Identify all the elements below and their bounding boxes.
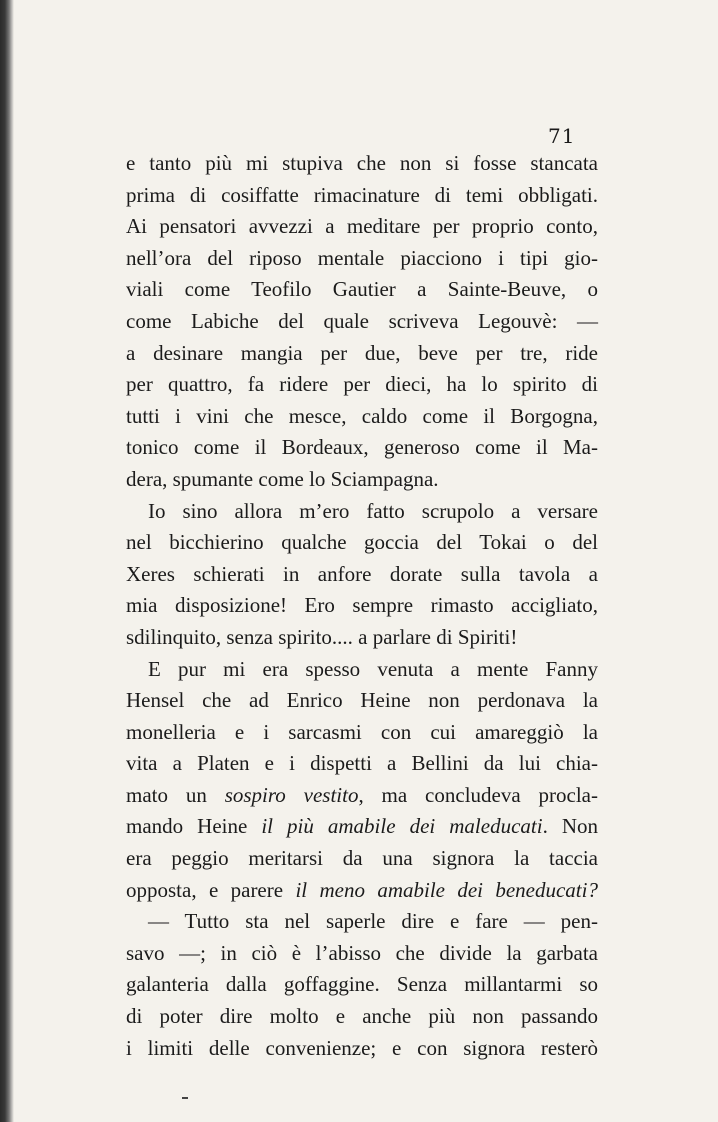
text-segment: nel bicchierino qualche goccia del Tokai o del xyxy=(126,530,598,555)
text-line xyxy=(126,243,598,275)
text-segment: Ai pensatori avvezzi a meditare per proprio conto, xyxy=(126,214,598,239)
text-segment: — Tutto sta nel saperle dire e fare — pen- xyxy=(148,909,598,934)
text-segment: e tanto più mi stupiva che non si fosse stancata xyxy=(126,151,598,175)
italic-phrase: il più amabile dei maleducati xyxy=(261,814,543,839)
text-line xyxy=(126,369,598,401)
text-line xyxy=(126,527,598,559)
text-segment: dera, spumante come lo Sciampagna. xyxy=(126,466,439,491)
text-segment: tutti i vini che mesce, caldo come il Borgogna, xyxy=(126,403,598,428)
text-line xyxy=(126,464,598,496)
text-line xyxy=(126,748,598,780)
text-line xyxy=(126,843,598,875)
text-line xyxy=(126,969,598,1001)
text-segment: come Labiche del quale scriveva Legouvè: — xyxy=(126,308,598,333)
text-line xyxy=(126,717,598,749)
text-line xyxy=(126,211,598,243)
text-segment: monelleria e i sarcasmi con cui amareggiò la xyxy=(126,719,598,744)
text-segment: i limiti delle convenienze; e con signora resterò xyxy=(126,1035,598,1060)
text-segment: E pur mi era spesso venuta a mente Fanny xyxy=(148,656,598,681)
text-segment: vita a Platen e i dispetti a Bellini da lui chia- xyxy=(126,751,598,776)
italic-phrase: sospiro vestito xyxy=(224,782,359,807)
text-segment: , ma concludeva procla- xyxy=(358,782,598,807)
text-segment: era peggio meritarsi da una signora la taccia xyxy=(126,846,598,871)
binding-edge-shadow xyxy=(0,0,14,1122)
text-line xyxy=(126,432,598,464)
text-segment: opposta, e parere xyxy=(126,877,296,902)
text-segment: Io sino allora m’ero fatto scrupolo a versare xyxy=(148,498,598,523)
text-line xyxy=(126,685,598,717)
page-number: 71 xyxy=(548,124,576,148)
text-line xyxy=(126,590,598,622)
text-line xyxy=(126,875,598,907)
text-segment: mando Heine xyxy=(126,814,262,839)
text-line xyxy=(126,1033,598,1065)
text-segment: di poter dire molto e anche più non passando xyxy=(126,1004,598,1029)
text-line xyxy=(126,938,598,970)
text-segment: mato un xyxy=(126,782,225,807)
text-segment: galanteria dalla goffaggine. Senza millantarmi so xyxy=(126,972,598,997)
text-line xyxy=(126,1001,598,1033)
text-segment: Xeres schierati in anfore dorate sulla tavola a xyxy=(126,561,598,586)
text-line xyxy=(126,338,598,370)
text-segment: nell’ora del riposo mentale piacciono i tipi gio- xyxy=(126,245,598,270)
text-segment: per quattro, fa ridere per dieci, ha lo spirito di xyxy=(126,372,598,397)
text-line xyxy=(126,401,598,433)
text-segment: a desinare mangia per due, beve per tre, ride xyxy=(126,340,598,365)
text-line xyxy=(126,306,598,338)
print-mark xyxy=(182,1097,188,1099)
text-segment: sdilinquito, senza spirito.... a parlare di Spiriti! xyxy=(126,624,518,649)
text-segment: viali come Teofilo Gautier a Sainte-Beuve, o xyxy=(126,277,598,302)
text-line xyxy=(126,654,598,686)
text-segment: prima di cosiffatte rimacinature di temi obbligati. xyxy=(126,182,598,207)
body-text xyxy=(126,148,598,1064)
text-line xyxy=(126,148,598,180)
italic-phrase: il meno amabile dei beneducati? xyxy=(295,877,598,902)
text-line xyxy=(126,559,598,591)
text-segment: mia disposizione! Ero sempre rimasto accigliato, xyxy=(126,593,598,618)
text-segment: . Non xyxy=(542,814,599,839)
text-line xyxy=(126,274,598,306)
text-line xyxy=(126,180,598,212)
text-segment: tonico come il Bordeaux, generoso come il Ma- xyxy=(126,435,598,460)
text-line xyxy=(126,622,598,654)
text-segment: Hensel che ad Enrico Heine non perdonava la xyxy=(126,688,598,713)
text-line xyxy=(126,780,598,812)
text-line xyxy=(126,906,598,938)
text-line xyxy=(126,811,598,843)
text-line xyxy=(126,496,598,528)
text-segment: savo —; in ciò è l’abisso che divide la garbata xyxy=(126,940,598,965)
